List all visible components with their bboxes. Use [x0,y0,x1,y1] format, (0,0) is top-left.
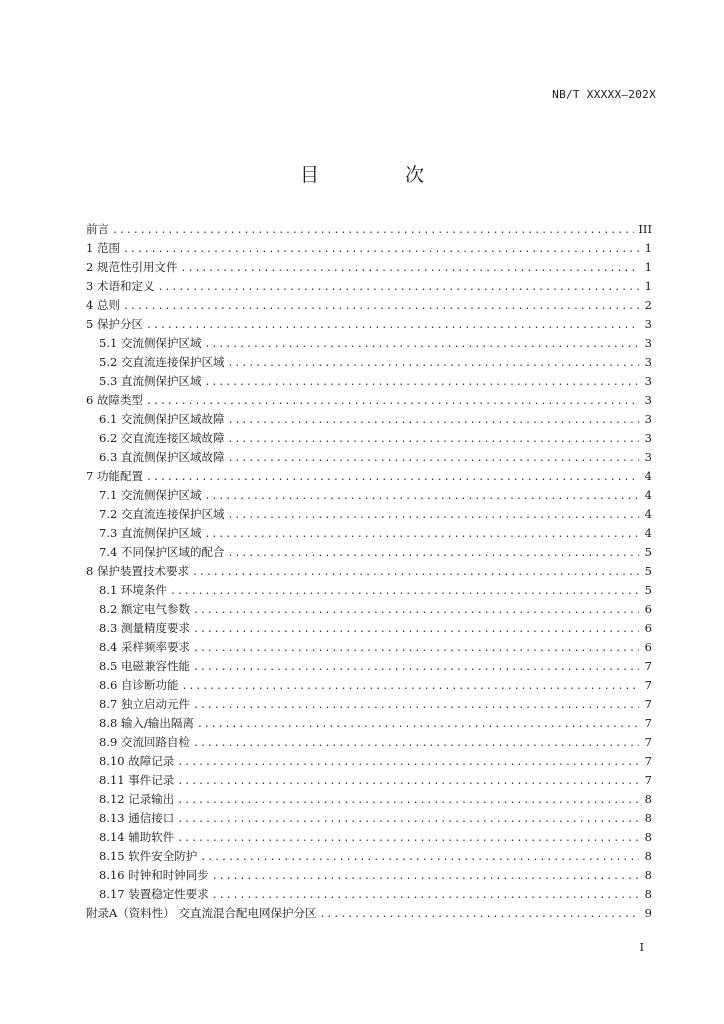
toc-entry[interactable] [86,335,652,354]
toc-dot-leader [227,548,639,559]
toc-dot-leader [204,377,639,388]
toc-entry[interactable] [86,791,652,810]
toc-entry-label: 8.4 采样频率要求 [99,640,190,654]
toc-dot-leader [227,415,639,426]
toc-entry-page: 3 [644,412,652,426]
toc-entry-label: 8.11 事件记录 [99,773,175,787]
toc-entry-page: 7 [644,735,652,749]
toc-entry-page: 3 [644,450,652,464]
toc-entry-label: 8.1 环境条件 [99,583,167,597]
toc-dot-leader [193,605,639,616]
toc-entry[interactable] [86,563,652,582]
toc-entry-page: 4 [644,488,652,502]
toc-entry-label: 8.15 软件安全防护 [99,849,198,863]
toc-entry-label: 8.7 独立启动元件 [99,697,190,711]
toc-entry-label: 8.5 电磁兼容性能 [99,659,190,673]
toc-dot-leader [177,814,639,825]
toc-entry-label: 5.3 直流侧保护区域 [99,374,202,388]
toc-entry-label: 1 范围 [86,241,120,255]
toc-entry-page: 1 [644,260,652,274]
toc-dot-leader [193,700,639,711]
toc-dot-leader [212,871,639,882]
toc-dot-leader [193,738,639,749]
toc-dot-leader [193,643,639,654]
toc-entry[interactable] [86,221,652,240]
toc-dot-leader [227,453,639,464]
toc-entry[interactable] [86,905,652,924]
toc-entry[interactable] [86,297,652,316]
toc-entry-page: 3 [644,355,652,369]
toc-entry-label: 7.1 交流侧保护区域 [99,488,202,502]
toc-entry[interactable] [86,886,652,905]
toc-entry-page: 1 [644,279,652,293]
toc-dot-leader [193,624,639,635]
toc-entry-label: 6.2 交直流连接区域故障 [99,431,225,445]
toc-dot-leader [193,662,639,673]
toc-dot-leader [177,795,639,806]
toc-entry-label: 前言 [86,222,109,236]
toc-entry-label: 8.12 记录输出 [99,792,175,806]
toc-entry-label: 6 故障类型 [86,393,143,407]
toc-dot-leader [157,282,639,293]
toc-entry[interactable] [86,867,652,886]
toc-dot-leader [192,567,639,578]
toc-dot-leader [181,681,639,692]
toc-entry-page: 8 [644,887,652,901]
toc-dot-leader [204,491,639,502]
toc-entry-page: 3 [644,336,652,350]
toc-entry[interactable] [86,392,652,411]
toc-entry-page: 9 [644,906,652,920]
toc-entry-label: 8.17 装置稳定性要求 [99,887,209,901]
toc-entry-page: 7 [644,697,652,711]
toc-dot-leader [170,586,639,597]
toc-entry[interactable] [86,354,652,373]
toc-entry[interactable] [86,316,652,335]
toc-entry[interactable] [86,487,652,506]
toc-entry-label: 8.16 时钟和时钟同步 [99,868,209,882]
toc-dot-leader [123,244,639,255]
toc-entry-page: 8 [644,811,652,825]
page-number: I [639,941,644,954]
toc-entry-label: 8 保护装置技术要求 [86,564,189,578]
toc-entry[interactable] [86,430,652,449]
toc-entry[interactable] [86,582,652,601]
toc-entry-label: 8.14 辅助软件 [99,830,175,844]
toc-entry-label: 8.9 交流回路自检 [99,735,190,749]
toc-entry-page: 1 [644,241,652,255]
toc-entry-page: 7 [644,678,652,692]
table-of-contents [86,221,652,924]
toc-entry-page: 7 [644,659,652,673]
toc-entry[interactable] [86,715,652,734]
toc-dot-leader [177,776,639,787]
toc-dot-leader [197,719,639,730]
toc-entry-page: 4 [644,507,652,521]
toc-dot-leader [319,909,639,920]
toc-entry-page: 6 [644,640,652,654]
page-title: 目 次 [299,164,465,186]
toc-entry-page: 4 [644,526,652,540]
toc-entry-label: 5 保护分区 [86,317,143,331]
toc-entry-page: 5 [644,545,652,559]
toc-entry[interactable] [86,753,652,772]
toc-entry-label: 附录A（资料性） 交直流混合配电网保护分区 [86,906,317,920]
toc-entry[interactable] [86,468,652,487]
toc-entry[interactable] [86,544,652,563]
toc-entry-label: 6.3 直流侧保护区域故障 [99,450,225,464]
toc-entry-page: 4 [644,469,652,483]
toc-entry-label: 8.3 测量精度要求 [99,621,190,635]
toc-dot-leader [200,852,639,863]
toc-entry-page: III [638,222,652,236]
toc-dot-leader [123,301,639,312]
toc-entry-page: 7 [644,716,652,730]
toc-entry-page: 6 [644,602,652,616]
toc-dot-leader [177,757,639,768]
toc-entry[interactable] [86,696,652,715]
toc-entry-label: 8.8 输入/输出隔离 [99,716,194,730]
toc-dot-leader [227,358,639,369]
toc-entry-label: 4 总则 [86,298,120,312]
toc-entry-label: 5.1 交流侧保护区域 [99,336,202,350]
toc-entry-page: 3 [644,374,652,388]
toc-entry-label: 7.2 交直流连接保护区域 [99,507,225,521]
toc-entry[interactable] [86,506,652,525]
toc-entry[interactable] [86,639,652,658]
toc-entry[interactable] [86,449,652,468]
toc-entry-label: 2 规范性引用文件 [86,260,178,274]
toc-entry-page: 5 [644,583,652,597]
toc-entry-page: 8 [644,792,652,806]
toc-entry-page: 7 [644,773,652,787]
toc-entry[interactable] [86,525,652,544]
toc-entry[interactable] [86,373,652,392]
toc-entry-label: 7.3 直流侧保护区域 [99,526,202,540]
toc-entry-label: 8.13 通信接口 [99,811,175,825]
toc-entry[interactable] [86,620,652,639]
toc-entry-page: 3 [644,317,652,331]
toc-entry[interactable] [86,848,652,867]
toc-dot-leader [204,529,639,540]
toc-dot-leader [146,396,639,407]
toc-entry-page: 3 [644,431,652,445]
toc-dot-leader [112,225,634,236]
toc-entry-label: 7.4 不同保护区域的配合 [99,545,225,559]
toc-dot-leader [146,472,639,483]
toc-dot-leader [227,510,639,521]
toc-entry[interactable] [86,810,652,829]
toc-entry[interactable] [86,772,652,791]
toc-entry-label: 6.1 交流侧保护区域故障 [99,412,225,426]
toc-dot-leader [204,339,639,350]
toc-dot-leader [180,263,639,274]
toc-entry-label: 8.6 自诊断功能 [99,678,179,692]
standard-code: NB/T XXXXX—202X [552,88,656,101]
toc-dot-leader [146,320,639,331]
toc-entry-page: 7 [644,754,652,768]
toc-entry[interactable] [86,677,652,696]
toc-entry-page: 2 [644,298,652,312]
toc-entry-label: 8.2 额定电气参数 [99,602,190,616]
toc-entry-page: 5 [644,564,652,578]
toc-entry[interactable] [86,411,652,430]
toc-entry-page: 3 [644,393,652,407]
toc-dot-leader [227,434,639,445]
toc-entry[interactable] [86,278,652,297]
toc-entry-page: 8 [644,868,652,882]
toc-entry[interactable] [86,601,652,620]
toc-entry-label: 8.10 故障记录 [99,754,175,768]
toc-entry-label: 3 术语和定义 [86,279,155,293]
toc-entry-page: 6 [644,621,652,635]
toc-entry-page: 8 [644,849,652,863]
toc-entry[interactable] [86,829,652,848]
toc-entry-label: 7 功能配置 [86,469,143,483]
toc-entry-page: 8 [644,830,652,844]
toc-entry[interactable] [86,240,652,259]
toc-entry[interactable] [86,734,652,753]
toc-entry[interactable] [86,259,652,278]
toc-dot-leader [212,890,639,901]
toc-dot-leader [177,833,639,844]
toc-entry-label: 5.2 交直流连接保护区域 [99,355,225,369]
toc-entry[interactable] [86,658,652,677]
